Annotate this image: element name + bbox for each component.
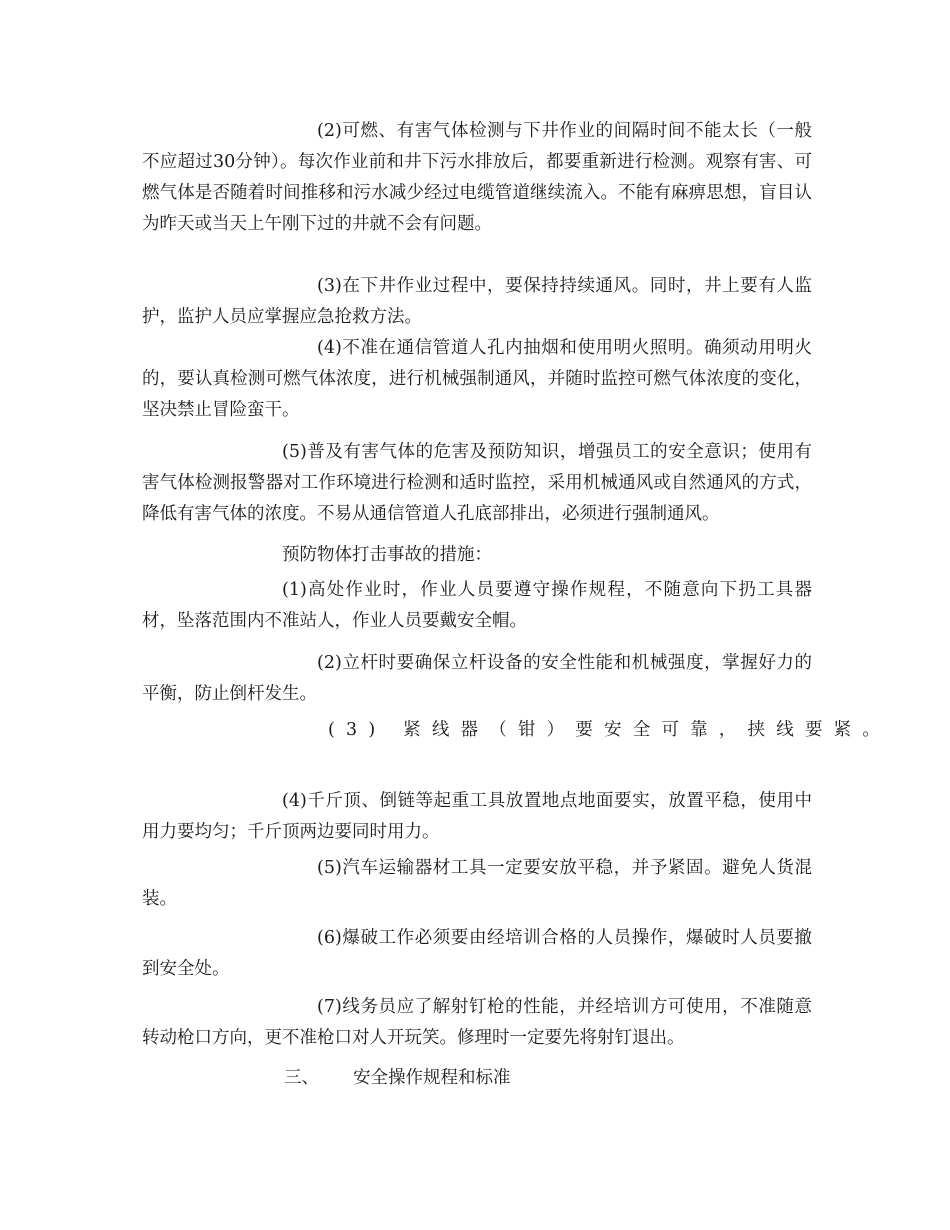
paragraph-high-altitude-work: (1)高处作业时，作业人员要遵守操作规程，不随意向下扔工具器材，坠落范围内不准站人，作业人员要戴安全帽。 (142, 580, 812, 631)
paragraph-blasting: (6)爆破工作必须要由经培训合格的人员操作，爆破时人员要撤到安全处。 (142, 928, 812, 979)
paragraph-nail-gun: (7)线务员应了解射钉枪的性能，并经培训方可使用，不准随意转动枪口方向，更不准枪口对人开玩笑。修理时一定要先将射钉退出。 (142, 997, 812, 1048)
paragraph-jack-hoist: (4)千斤顶、倒链等起重工具放置地点地面要实，放置平稳，使用中用力要均匀；千斤顶两边要同时用力。 (142, 791, 812, 842)
paragraph-gas-detection-interval: (2)可燃、有害气体检测与下井作业的间隔时间不能太长（一般不应超过30分钟）。每次作业前和井下污水排放后，都要重新进行检测。观察有害、可燃气体是否随着时间推移和污水减少经过电缆管道继续流入。不能有麻痹思想，盲目认为昨天或当天上午刚下过的井就不会有问题。 (142, 121, 812, 234)
paragraph-wire-tensioner: (3) 紧线器（钳）要安全可靠，挟线要紧。 (328, 720, 892, 740)
section-number: 三、 (284, 1068, 319, 1088)
paragraph-no-open-fire: (4)不准在通信管道人孔内抽烟和使用明火照明。确须动用明火的，要认真检测可燃气体浓度，进行机械强制通风，并随时监控可燃气体浓度的变化，坚决禁止冒险蛮干。 (142, 338, 812, 420)
paragraph-vehicle-transport: (5)汽车运输器材工具一定要安放平稳，并予紧固。避免人货混装。 (142, 858, 812, 909)
paragraph-pole-erection: (2)立杆时要确保立杆设备的安全性能和机械强度，掌握好力的平衡，防止倒杆发生。 (142, 653, 812, 704)
paragraph-object-strike-heading: 预防物体打击事故的措施： (282, 545, 492, 565)
section-heading (284, 1063, 511, 1094)
section-title: 安全操作规程和标准 (353, 1068, 511, 1088)
paragraph-gas-hazard-knowledge: (5)普及有害气体的危害及预防知识，增强员工的安全意识；使用有害气体检测报警器对工作环境进行检测和适时监控，采用机械通风或自然通风的方式，降低有害气体的浓度。不易从通信管道人孔底部排出，必须进行强制通风。 (142, 442, 812, 524)
paragraph-ventilation-monitoring: (3)在下井作业过程中，要保持持续通风。同时，井上要有人监护，监护人员应掌握应急抢救方法。 (142, 276, 812, 327)
